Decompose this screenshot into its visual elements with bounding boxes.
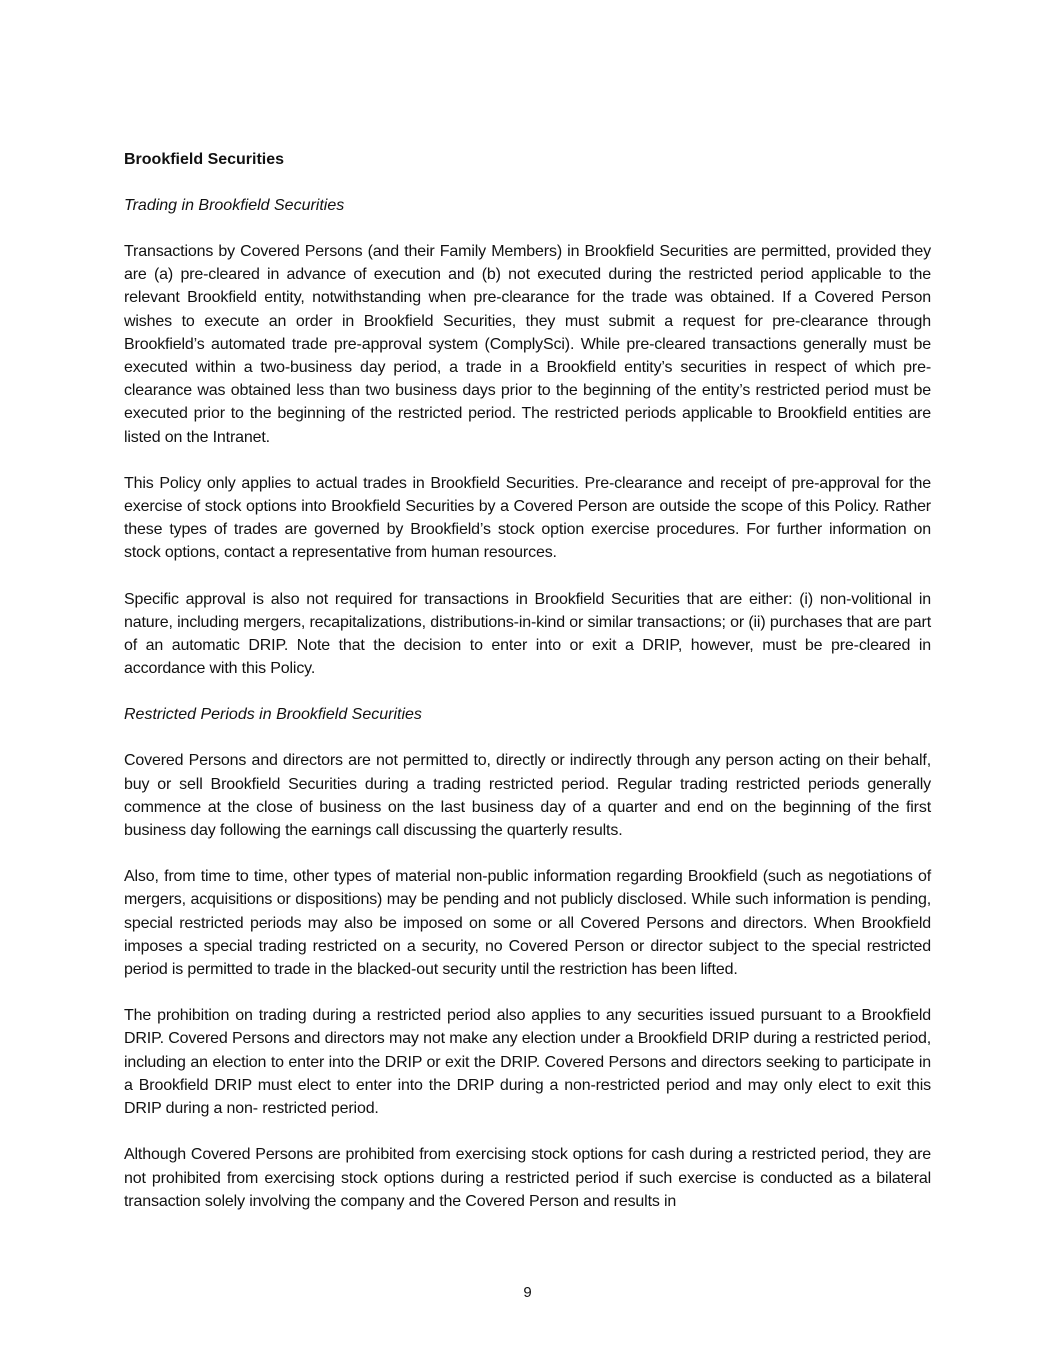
paragraph: Transactions by Covered Persons (and their Family Members) in Brookfield Securities are permitted, provided they are (a) pre-cleared in advance of execution and (b) not executed during the restricted period applicable to the relevant Brookfield entity, notwithstanding when pre-clearance for the trade was obtained. If a Covered Person wishes to execute an order in Brookfield Securities, they must submit a request for pre-clearance through Brookfield’s automated trade pre-approval system (ComplySci). While pre-cleared transactions generally must be executed within a two-business day period, a trade in a Brookfield entity’s securities in respect of which pre-clearance was obtained less than two business days prior to the beginning of the entity’s restricted period must be executed prior to the beginning of the restricted period. The restricted periods applicable to Brookfield entities are listed on the Intranet. (124, 243, 931, 446)
section-title: Brookfield Securities (124, 151, 285, 168)
paragraph: Also, from time to time, other types of material non-public information regarding Brookfield (such as negotiations of mergers, acquisitions or dispositions) may be pending and not publicly disclosed. While such information is pending, special restricted periods may also be imposed on some or all Covered Persons and directors. When Brookfield imposes a special trading restricted on a security, no Covered Person or director subject to the special restricted period is permitted to trade in the blacked-out security until the restriction has been lifted. (124, 868, 931, 979)
paragraph: Specific approval is also not required for transactions in Brookfield Securities that are either: (i) non-volitional in nature, including mergers, recapitalizations, distributions-in-kind or similar transactions; or (ii) purchases that are part of an automatic DRIP. Note that the decision to enter into or exit a DRIP, however, must be pre-cleared in accordance with this Policy. (124, 590, 931, 678)
paragraph: The prohibition on trading during a restricted period also applies to any securities issued pursuant to a Brookfield DRIP. Covered Persons and directors may not make any election under a Brookfield DRIP during a restricted period, including an election to enter into the DRIP or exit the DRIP. Covered Persons and directors seeking to participate in a Brookfield DRIP must elect to enter into the DRIP during a non-restricted period and may only elect to exit this DRIP during a non- restricted period. (124, 1007, 931, 1118)
paragraph: Although Covered Persons are prohibited from exercising stock options for cash during a restricted period, they are not prohibited from exercising stock options during a restricted period if such exercise is conducted as a bilateral transaction solely involving the company and the Covered Person and results in (124, 1146, 931, 1210)
page-number: 9 (523, 1284, 532, 1301)
paragraph: This Policy only applies to actual trades in Brookfield Securities. Pre-clearance and receipt of pre-approval for the exercise of stock options into Brookfield Securities by a Covered Person are outside the scope of this Policy. Rather these types of trades are governed by Brookfield’s stock option exercise procedures. For further information on stock options, contact a representative from human resources. (124, 474, 931, 562)
document-page (124, 148, 931, 1236)
subsection-title-restricted-periods: Restricted Periods in Brookfield Securities (124, 706, 422, 724)
subsection-title-trading: Trading in Brookfield Securities (124, 197, 345, 214)
paragraph: Covered Persons and directors are not permitted to, directly or indirectly through any person acting on their behalf, buy or sell Brookfield Securities during a trading restricted period. Regular trading restricted periods generally commence at the close of business on the last business day of a quarter and end on the beginning of the first business day following the earnings call discussing the quarterly results. (124, 752, 931, 840)
